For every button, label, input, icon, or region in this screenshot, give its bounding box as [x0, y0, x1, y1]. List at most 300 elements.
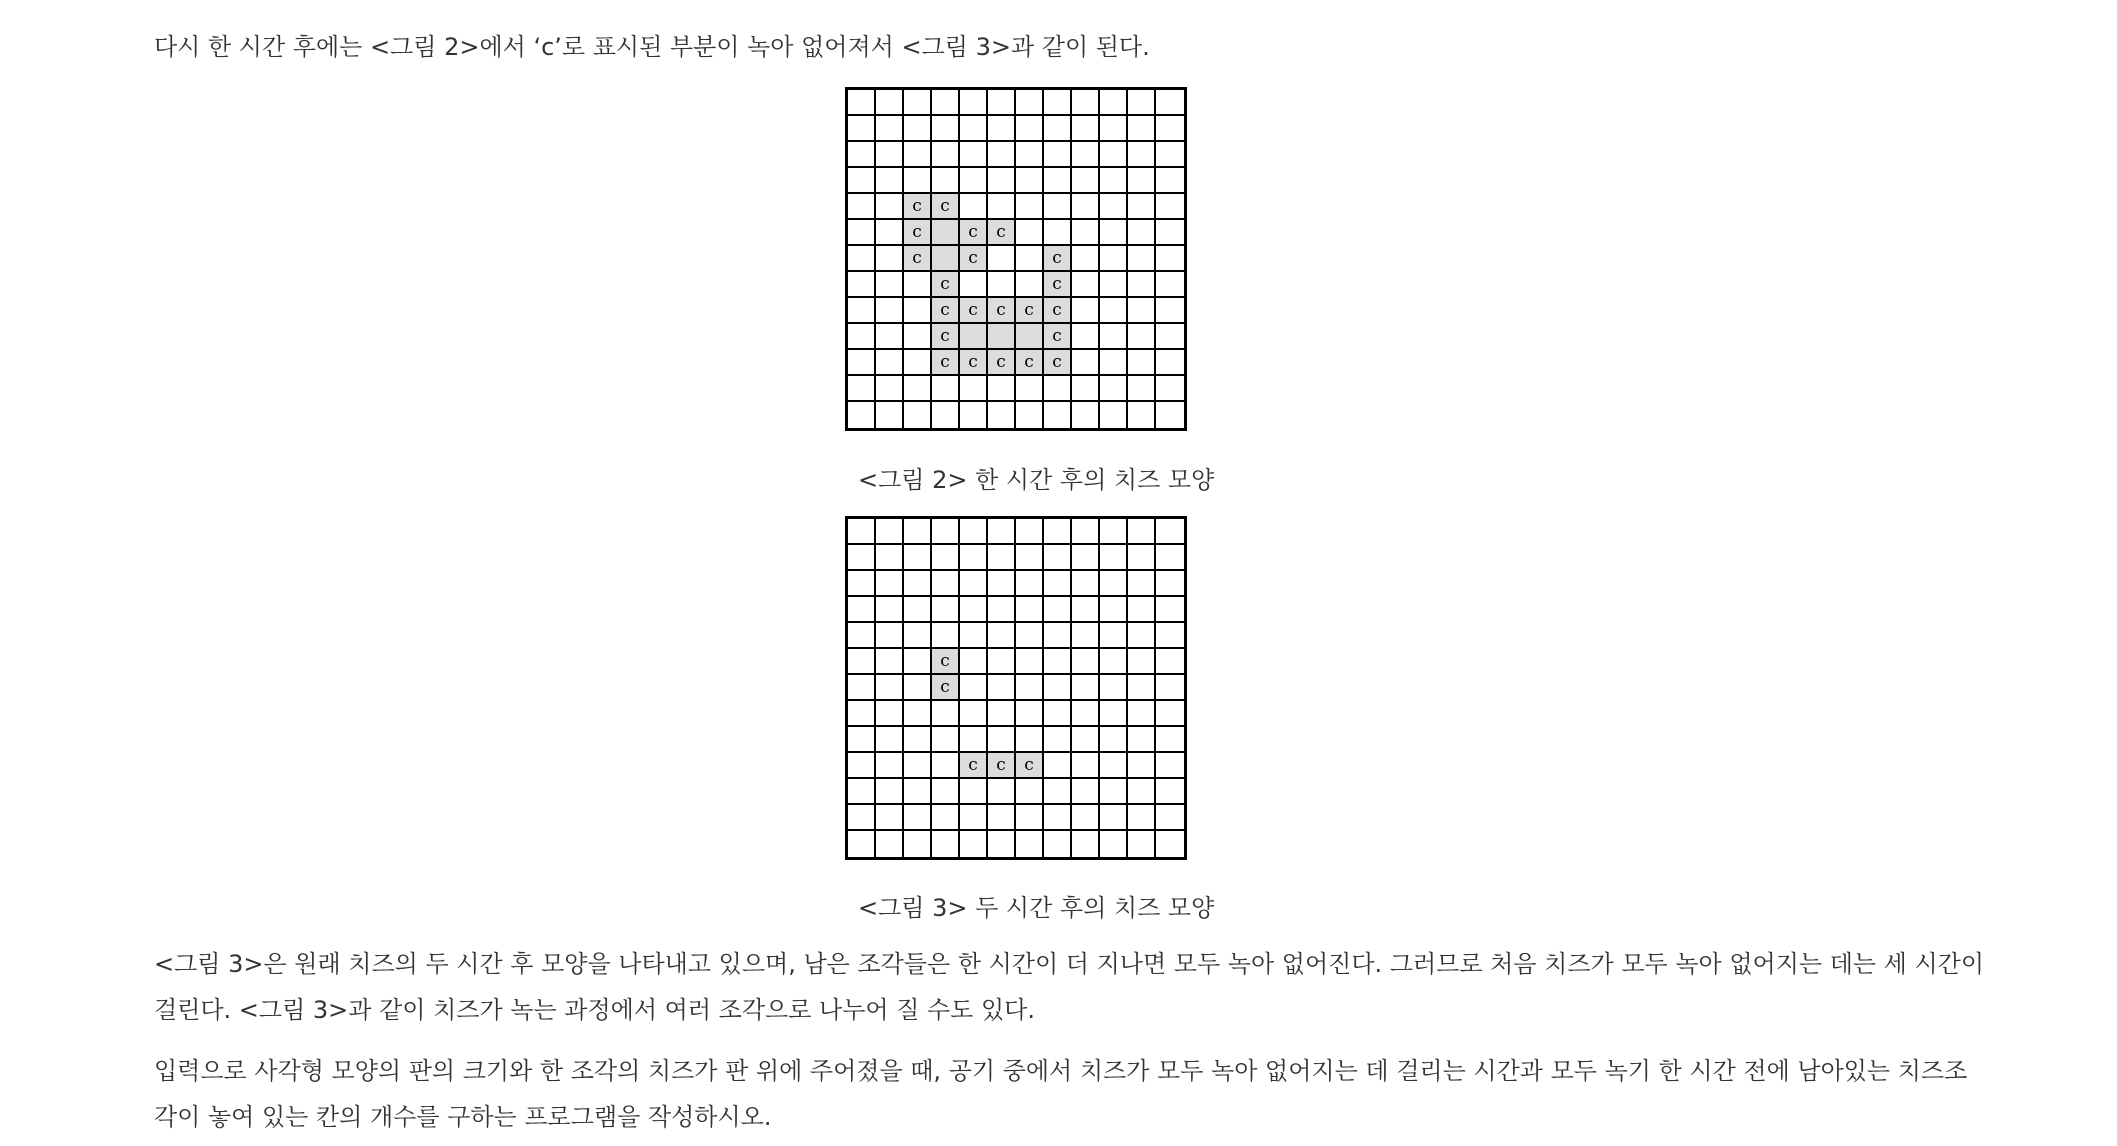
melting-cheese-cell: c	[960, 753, 988, 779]
empty-cell	[1128, 701, 1156, 727]
melting-cheese-cell: c	[1044, 350, 1072, 376]
empty-cell	[932, 831, 960, 857]
empty-cell	[904, 350, 932, 376]
melting-cheese-cell: c	[960, 298, 988, 324]
empty-cell	[1044, 90, 1072, 116]
empty-cell	[932, 376, 960, 402]
empty-cell	[1016, 779, 1044, 805]
explanation-line-1: <그림 3>은 원래 치즈의 두 시간 후 모양을 나타내고 있으며, 남은 조각들은 한 시간이 더 지나면 모두 녹아 없어진다. 그러므로 처음 치즈가 모두 녹아 없어지는 데는 세 시간이	[154, 950, 1985, 978]
empty-cell	[1156, 194, 1184, 220]
melting-cheese-cell: c	[932, 272, 960, 298]
empty-cell	[1128, 298, 1156, 324]
empty-cell	[1156, 571, 1184, 597]
empty-cell	[1128, 376, 1156, 402]
empty-cell	[876, 246, 904, 272]
explanation-paragraph	[154, 941, 1984, 1033]
empty-cell	[1016, 246, 1044, 272]
empty-cell	[876, 298, 904, 324]
empty-cell	[1072, 623, 1100, 649]
empty-cell	[848, 298, 876, 324]
melting-cheese-cell: c	[988, 753, 1016, 779]
empty-cell	[1072, 142, 1100, 168]
melting-cheese-cell: c	[1044, 272, 1072, 298]
empty-cell	[1100, 779, 1128, 805]
empty-cell	[1128, 519, 1156, 545]
empty-cell	[848, 675, 876, 701]
empty-cell	[904, 779, 932, 805]
task-line-2: 각이 놓여 있는 칸의 개수를 구하는 프로그램을 작성하시오.	[154, 1103, 772, 1131]
empty-cell	[848, 168, 876, 194]
empty-cell	[1016, 519, 1044, 545]
empty-cell	[1072, 519, 1100, 545]
figure-3-caption: <그림 3> 두 시간 후의 치즈 모양	[858, 894, 1215, 922]
empty-cell	[904, 142, 932, 168]
empty-cell	[1100, 649, 1128, 675]
empty-cell	[1016, 623, 1044, 649]
melting-cheese-cell: c	[932, 649, 960, 675]
empty-cell	[848, 727, 876, 753]
empty-cell	[1016, 545, 1044, 571]
empty-cell	[1128, 194, 1156, 220]
empty-cell	[1156, 116, 1184, 142]
empty-cell	[1072, 220, 1100, 246]
empty-cell	[1044, 571, 1072, 597]
empty-cell	[960, 701, 988, 727]
melting-cheese-cell: c	[988, 298, 1016, 324]
empty-cell	[932, 623, 960, 649]
empty-cell	[1100, 272, 1128, 298]
empty-cell	[1100, 675, 1128, 701]
empty-cell	[988, 805, 1016, 831]
empty-cell	[904, 623, 932, 649]
empty-cell	[1100, 324, 1128, 350]
empty-cell	[904, 701, 932, 727]
empty-cell	[1044, 727, 1072, 753]
empty-cell	[1156, 246, 1184, 272]
melting-cheese-cell: c	[1016, 298, 1044, 324]
empty-cell	[1044, 220, 1072, 246]
empty-cell	[876, 727, 904, 753]
empty-cell	[1072, 831, 1100, 857]
empty-cell	[848, 831, 876, 857]
empty-cell	[1016, 116, 1044, 142]
empty-cell	[876, 571, 904, 597]
empty-cell	[904, 90, 932, 116]
empty-cell	[1156, 142, 1184, 168]
empty-cell	[1072, 90, 1100, 116]
empty-cell	[876, 116, 904, 142]
empty-cell	[988, 272, 1016, 298]
empty-cell	[876, 753, 904, 779]
empty-cell	[1100, 831, 1128, 857]
empty-cell	[1156, 350, 1184, 376]
empty-cell	[988, 545, 1016, 571]
empty-cell	[932, 571, 960, 597]
empty-cell	[876, 675, 904, 701]
empty-cell	[1156, 168, 1184, 194]
empty-cell	[960, 545, 988, 571]
empty-cell	[904, 376, 932, 402]
empty-cell	[876, 597, 904, 623]
melting-cheese-cell: c	[932, 675, 960, 701]
figure-2-caption: <그림 2> 한 시간 후의 치즈 모양	[858, 466, 1215, 494]
empty-cell	[1156, 376, 1184, 402]
empty-cell	[1100, 168, 1128, 194]
empty-cell	[1128, 545, 1156, 571]
empty-cell	[1072, 298, 1100, 324]
empty-cell	[904, 571, 932, 597]
empty-cell	[1156, 519, 1184, 545]
empty-cell	[904, 519, 932, 545]
empty-cell	[1156, 220, 1184, 246]
empty-cell	[1100, 90, 1128, 116]
empty-cell	[1100, 246, 1128, 272]
empty-cell	[848, 519, 876, 545]
empty-cell	[904, 324, 932, 350]
empty-cell	[1044, 519, 1072, 545]
empty-cell	[1100, 402, 1128, 428]
empty-cell	[1016, 571, 1044, 597]
empty-cell	[1016, 376, 1044, 402]
empty-cell	[988, 246, 1016, 272]
melting-cheese-cell: c	[904, 246, 932, 272]
empty-cell	[876, 623, 904, 649]
empty-cell	[1128, 168, 1156, 194]
empty-cell	[1156, 701, 1184, 727]
empty-cell	[848, 220, 876, 246]
empty-cell	[960, 727, 988, 753]
empty-cell	[848, 350, 876, 376]
melting-cheese-cell: c	[932, 194, 960, 220]
empty-cell	[1016, 675, 1044, 701]
empty-cell	[988, 597, 1016, 623]
empty-cell	[876, 545, 904, 571]
empty-cell	[904, 649, 932, 675]
empty-cell	[848, 246, 876, 272]
empty-cell	[988, 727, 1016, 753]
empty-cell	[988, 402, 1016, 428]
empty-cell	[1156, 545, 1184, 571]
empty-cell	[960, 376, 988, 402]
empty-cell	[876, 831, 904, 857]
empty-cell	[1100, 519, 1128, 545]
empty-cell	[876, 519, 904, 545]
empty-cell	[848, 545, 876, 571]
empty-cell	[1044, 116, 1072, 142]
empty-cell	[1128, 402, 1156, 428]
empty-cell	[1072, 753, 1100, 779]
empty-cell	[904, 298, 932, 324]
empty-cell	[904, 545, 932, 571]
empty-cell	[1072, 116, 1100, 142]
empty-cell	[960, 571, 988, 597]
empty-cell	[1072, 571, 1100, 597]
empty-cell	[932, 779, 960, 805]
empty-cell	[1128, 727, 1156, 753]
empty-cell	[988, 675, 1016, 701]
empty-cell	[932, 90, 960, 116]
empty-cell	[848, 753, 876, 779]
empty-cell	[1156, 298, 1184, 324]
empty-cell	[876, 779, 904, 805]
empty-cell	[1100, 805, 1128, 831]
empty-cell	[1128, 350, 1156, 376]
empty-cell	[1072, 649, 1100, 675]
empty-cell	[1016, 727, 1044, 753]
empty-cell	[1128, 597, 1156, 623]
empty-cell	[1072, 376, 1100, 402]
empty-cell	[1156, 597, 1184, 623]
empty-cell	[960, 597, 988, 623]
empty-cell	[1044, 545, 1072, 571]
empty-cell	[932, 402, 960, 428]
empty-cell	[988, 571, 1016, 597]
empty-cell	[1128, 116, 1156, 142]
empty-cell	[960, 272, 988, 298]
empty-cell	[1072, 545, 1100, 571]
empty-cell	[932, 519, 960, 545]
empty-cell	[932, 597, 960, 623]
empty-cell	[848, 402, 876, 428]
melting-cheese-cell: c	[988, 350, 1016, 376]
empty-cell	[1016, 168, 1044, 194]
empty-cell	[1072, 246, 1100, 272]
empty-cell	[876, 90, 904, 116]
empty-cell	[1128, 779, 1156, 805]
empty-cell	[848, 194, 876, 220]
empty-cell	[960, 168, 988, 194]
empty-cell	[988, 779, 1016, 805]
empty-cell	[1100, 116, 1128, 142]
empty-cell	[1156, 324, 1184, 350]
empty-cell	[904, 675, 932, 701]
empty-cell	[876, 376, 904, 402]
empty-cell	[988, 701, 1016, 727]
empty-cell	[876, 194, 904, 220]
melting-cheese-cell: c	[932, 350, 960, 376]
empty-cell	[1072, 272, 1100, 298]
empty-cell	[960, 805, 988, 831]
melting-cheese-cell: c	[1016, 753, 1044, 779]
empty-cell	[960, 675, 988, 701]
melting-cheese-cell: c	[960, 220, 988, 246]
empty-cell	[1044, 831, 1072, 857]
task-line-1: 입력으로 사각형 모양의 판의 크기와 한 조각의 치즈가 판 위에 주어졌을 때, 공기 중에서 치즈가 모두 녹아 없어지는 데 걸리는 시간과 모두 녹기 한 시간 전에 남아있는 치즈조	[154, 1057, 1968, 1085]
empty-cell	[876, 805, 904, 831]
empty-cell	[1016, 194, 1044, 220]
empty-cell	[960, 116, 988, 142]
empty-cell	[1100, 545, 1128, 571]
empty-cell	[848, 90, 876, 116]
empty-cell	[988, 831, 1016, 857]
cheese-cell	[932, 246, 960, 272]
empty-cell	[1044, 649, 1072, 675]
figure-3	[845, 516, 1189, 860]
empty-cell	[876, 142, 904, 168]
empty-cell	[1072, 168, 1100, 194]
empty-cell	[904, 753, 932, 779]
empty-cell	[988, 623, 1016, 649]
figure-2	[845, 87, 1189, 431]
empty-cell	[1016, 272, 1044, 298]
empty-cell	[876, 272, 904, 298]
empty-cell	[1156, 402, 1184, 428]
empty-cell	[1044, 402, 1072, 428]
empty-cell	[1072, 402, 1100, 428]
empty-cell	[1156, 753, 1184, 779]
empty-cell	[1016, 701, 1044, 727]
empty-cell	[988, 519, 1016, 545]
empty-cell	[960, 90, 988, 116]
empty-cell	[1128, 649, 1156, 675]
empty-cell	[1128, 142, 1156, 168]
empty-cell	[848, 597, 876, 623]
empty-cell	[904, 727, 932, 753]
empty-cell	[1156, 805, 1184, 831]
empty-cell	[1044, 779, 1072, 805]
empty-cell	[1044, 805, 1072, 831]
empty-cell	[876, 220, 904, 246]
empty-cell	[1072, 779, 1100, 805]
empty-cell	[1016, 142, 1044, 168]
empty-cell	[1016, 597, 1044, 623]
empty-cell	[932, 545, 960, 571]
empty-cell	[932, 701, 960, 727]
melting-cheese-cell: c	[904, 194, 932, 220]
empty-cell	[960, 194, 988, 220]
empty-cell	[1100, 194, 1128, 220]
empty-cell	[848, 805, 876, 831]
empty-cell	[876, 324, 904, 350]
empty-cell	[848, 779, 876, 805]
empty-cell	[1044, 623, 1072, 649]
empty-cell	[932, 142, 960, 168]
empty-cell	[1016, 649, 1044, 675]
empty-cell	[988, 142, 1016, 168]
empty-cell	[1072, 727, 1100, 753]
empty-cell	[1128, 831, 1156, 857]
empty-cell	[988, 116, 1016, 142]
empty-cell	[1156, 649, 1184, 675]
empty-cell	[1100, 298, 1128, 324]
empty-cell	[848, 623, 876, 649]
empty-cell	[904, 805, 932, 831]
empty-cell	[1100, 753, 1128, 779]
empty-cell	[1044, 376, 1072, 402]
empty-cell	[1156, 623, 1184, 649]
empty-cell	[1016, 402, 1044, 428]
empty-cell	[1100, 142, 1128, 168]
empty-cell	[1100, 220, 1128, 246]
empty-cell	[1072, 324, 1100, 350]
empty-cell	[876, 649, 904, 675]
empty-cell	[904, 272, 932, 298]
empty-cell	[932, 753, 960, 779]
empty-cell	[848, 116, 876, 142]
empty-cell	[1072, 675, 1100, 701]
empty-cell	[848, 142, 876, 168]
empty-cell	[1156, 831, 1184, 857]
empty-cell	[988, 194, 1016, 220]
melting-cheese-cell: c	[1044, 246, 1072, 272]
empty-cell	[876, 168, 904, 194]
empty-cell	[1044, 142, 1072, 168]
empty-cell	[1100, 376, 1128, 402]
empty-cell	[1044, 168, 1072, 194]
empty-cell	[876, 402, 904, 428]
empty-cell	[1100, 597, 1128, 623]
melting-cheese-cell: c	[960, 350, 988, 376]
empty-cell	[904, 597, 932, 623]
melting-cheese-cell: c	[960, 246, 988, 272]
empty-cell	[960, 779, 988, 805]
melting-cheese-cell: c	[1016, 350, 1044, 376]
empty-cell	[1128, 753, 1156, 779]
empty-cell	[1016, 805, 1044, 831]
empty-cell	[1072, 805, 1100, 831]
empty-cell	[904, 116, 932, 142]
empty-cell	[848, 649, 876, 675]
empty-cell	[1016, 831, 1044, 857]
cheese-cell	[932, 220, 960, 246]
empty-cell	[1156, 727, 1184, 753]
empty-cell	[1016, 220, 1044, 246]
empty-cell	[1044, 753, 1072, 779]
empty-cell	[1128, 571, 1156, 597]
empty-cell	[1128, 246, 1156, 272]
empty-cell	[1044, 701, 1072, 727]
empty-cell	[1072, 350, 1100, 376]
empty-cell	[988, 90, 1016, 116]
empty-cell	[932, 116, 960, 142]
explanation-line-2: 걸린다. <그림 3>과 같이 치즈가 녹는 과정에서 여러 조각으로 나누어 질 수도 있다.	[154, 996, 1035, 1024]
empty-cell	[1100, 350, 1128, 376]
empty-cell	[904, 402, 932, 428]
empty-cell	[848, 324, 876, 350]
empty-cell	[960, 142, 988, 168]
empty-cell	[1100, 727, 1128, 753]
empty-cell	[960, 831, 988, 857]
empty-cell	[1128, 324, 1156, 350]
empty-cell	[1128, 272, 1156, 298]
intro-paragraph: 다시 한 시간 후에는 <그림 2>에서 ‘c’로 표시된 부분이 녹아 없어져서 <그림 3>과 같이 된다.	[154, 33, 1150, 61]
empty-cell	[876, 350, 904, 376]
cheese-cell	[960, 324, 988, 350]
empty-cell	[1156, 779, 1184, 805]
empty-cell	[1044, 194, 1072, 220]
task-paragraph	[154, 1048, 1967, 1140]
empty-cell	[1100, 571, 1128, 597]
empty-cell	[1156, 90, 1184, 116]
empty-cell	[904, 831, 932, 857]
empty-cell	[1016, 90, 1044, 116]
empty-cell	[960, 623, 988, 649]
melting-cheese-cell: c	[932, 298, 960, 324]
empty-cell	[932, 805, 960, 831]
empty-cell	[1128, 805, 1156, 831]
empty-cell	[1128, 675, 1156, 701]
empty-cell	[1072, 597, 1100, 623]
empty-cell	[1044, 675, 1072, 701]
empty-cell	[988, 168, 1016, 194]
empty-cell	[960, 519, 988, 545]
empty-cell	[1128, 623, 1156, 649]
empty-cell	[876, 701, 904, 727]
empty-cell	[848, 701, 876, 727]
melting-cheese-cell: c	[988, 220, 1016, 246]
cheese-grid-figure-3	[845, 516, 1187, 860]
empty-cell	[848, 272, 876, 298]
